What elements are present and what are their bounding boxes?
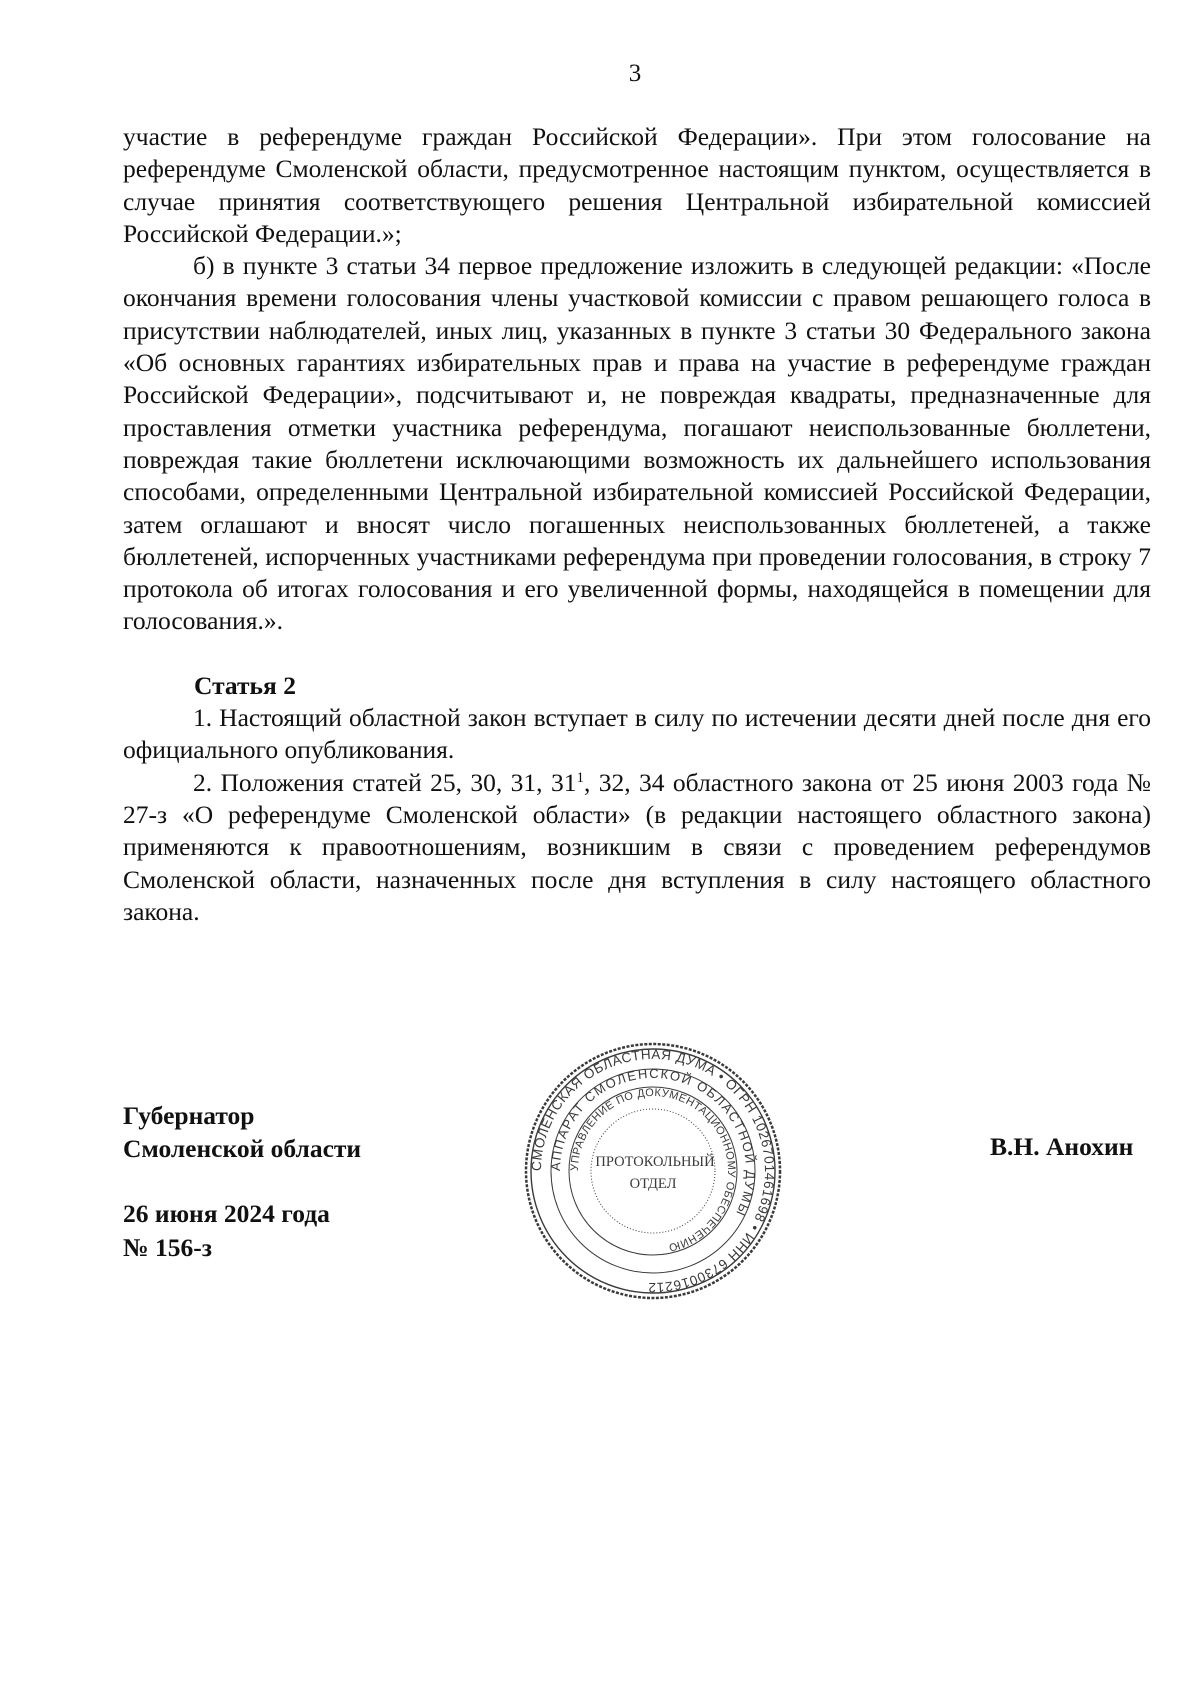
law-date: 26 июня 2024 года bbox=[123, 1199, 330, 1228]
paragraph-item-b: б) в пункте 3 статьи 34 первое предложение изложить в следующей редакции: «После окончания времени голосования члены участковой комиссии с правом решающего голоса в присутствии наблюдателей, иных лиц, указанных в пункте 3 статьи 30 Федерального закона «Об основных гарантиях избирательных прав и права на участие в референдуме граждан Российской Федерации», подсчитывают и, не повреждая квадраты, предназначенные для проставления отметки участника референдума, погашают неиспользованные бюллетени, повреждая такие бюллетени исключающими возможность их дальнейшего использования способами, определенными Центральной избирательной комиссией Российской Федерации, затем оглашают и вносят число погашенных неиспользованных бюллетеней, а также бюллетеней, испорченных участниками референдума при проведении голосования, в строку 7 протокола об итогах голосования и его увеличенной формы, находящейся в помещении для голосования.». bbox=[123, 251, 1151, 636]
official-stamp bbox=[522, 1040, 784, 1302]
stamp-inner-ring-text: УПРАВЛЕНИЕ ПО ДОКУМЕНТАЦИОННОМУ ОБЕСПЕЧЕНИЮ bbox=[568, 1086, 738, 1254]
stamp-outer-border bbox=[526, 1044, 780, 1298]
stamp-middle-ring-text: АППАРАТ СМОЛЕНСКОЙ ОБЛАСТНОЙ ДУМЫ bbox=[547, 1065, 759, 1220]
signatory-title-line-1: Губернатор bbox=[123, 1101, 255, 1130]
paragraph-continuation: участие в референдуме граждан Российской Федерации». При этом голосование на референдуме Смоленской области, предусмотренное настоящим пунктом, осуществляется в случае принятия соответствующего решения Центральной избирательной комиссией Российской Федерации.»; bbox=[123, 122, 1151, 248]
stamp-center-line-1: ПРОТОКОЛЬНЫЙ bbox=[595, 1154, 715, 1170]
signatory-name: В.Н. Анохин bbox=[990, 1132, 1134, 1161]
article-2-item-2 bbox=[123, 767, 1151, 928]
stamp-outer-ring-text: СМОЛЕНСКАЯ ОБЛАСТНАЯ ДУМА • ОГРН 1026701461698 • ИНН 6730016212 bbox=[528, 1046, 778, 1296]
article-2-item-2-text-start: 2. Положения статей 25, 30, 31, 31 bbox=[193, 767, 577, 797]
law-number: № 156-з bbox=[123, 1233, 212, 1262]
law-date-block bbox=[123, 1197, 330, 1265]
stamp-center-line-2: ОТДЕЛ bbox=[629, 1176, 677, 1192]
article-2-item-2-text-end: , 32, 34 областного закона от 25 июня 2003 года № 27-з «О референдуме Смоленской области» (в редакции настоящего областного закона) применяются к правоотношениям, возникшим в связи с проведением референдумов Смоленской области, назначенных после дня вступления в силу настоящего областного закона. bbox=[123, 767, 1151, 926]
document-body bbox=[123, 121, 1151, 928]
signatory-title bbox=[123, 1099, 361, 1165]
stamp-center-circle bbox=[591, 1109, 715, 1233]
signatory-title-line-2: Смоленской области bbox=[123, 1134, 362, 1163]
page-number: 3 bbox=[628, 60, 642, 87]
article-2-heading: Статья 2 bbox=[194, 670, 296, 700]
article-2-item-2-superscript: 1 bbox=[576, 769, 584, 786]
article-2-item-1: 1. Настоящий областной закон вступает в силу по истечении десяти дней после дня его официального опубликования. bbox=[123, 703, 1151, 765]
